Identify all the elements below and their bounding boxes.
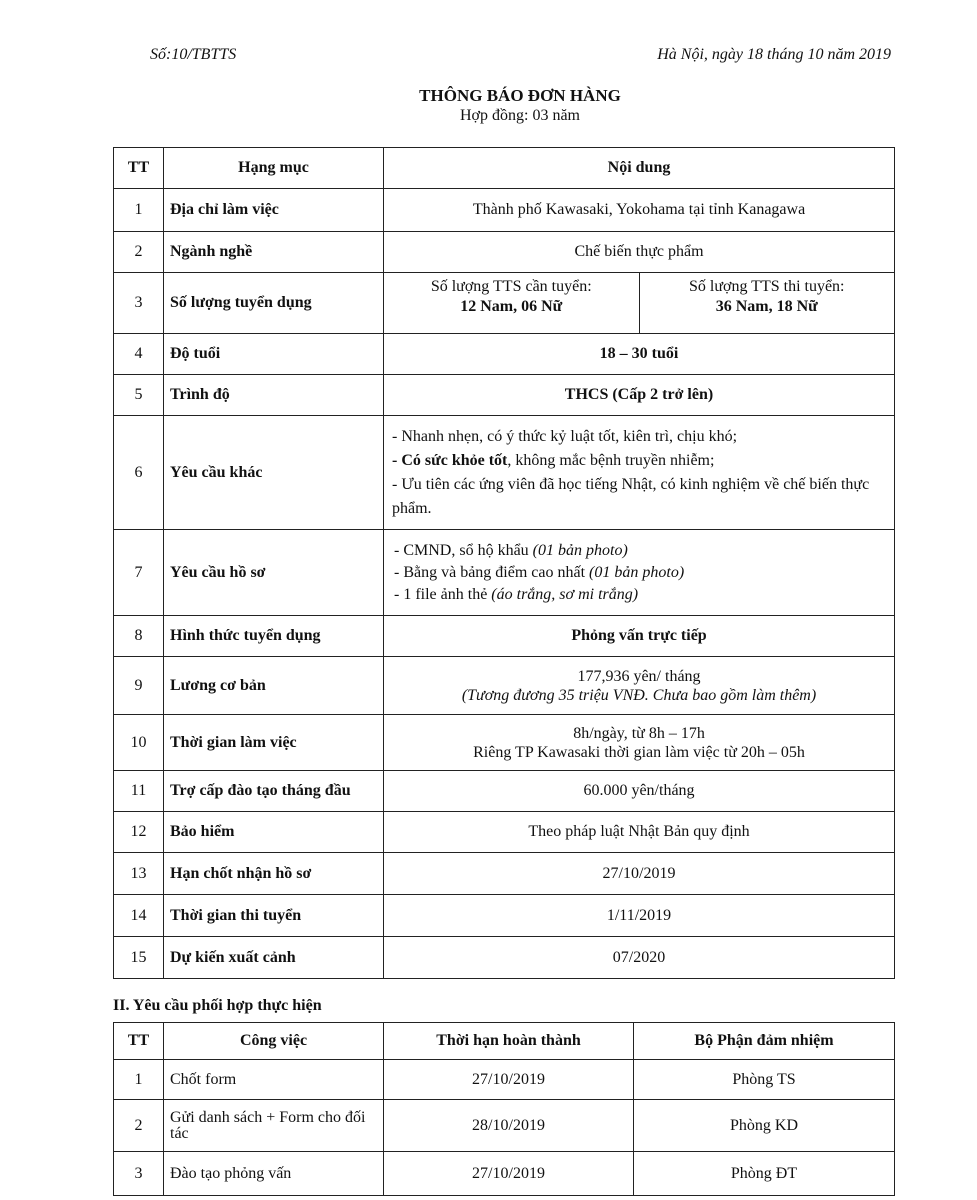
working-hours: 8h/ngày, từ 8h – 17h	[573, 724, 705, 742]
table-header-row	[114, 148, 895, 189]
header-tt: TT	[114, 148, 164, 189]
row-content: THCS (Cấp 2 trở lên)	[384, 375, 895, 416]
document-title: THÔNG BÁO ĐƠN HÀNG	[419, 86, 621, 105]
table-row	[114, 715, 895, 771]
quota-exam-label: Số lượng TTS thi tuyển:	[688, 278, 845, 295]
header-category: Hạng mục	[164, 148, 384, 189]
row-content: 27/10/2019	[384, 853, 895, 895]
table-row	[114, 416, 895, 530]
row-number: 6	[114, 416, 164, 530]
row-number: 14	[114, 895, 164, 937]
row-content: 60.000 yên/tháng	[384, 771, 895, 812]
row-task: Chốt form	[164, 1060, 384, 1100]
row-category: Yêu cầu hồ sơ	[164, 530, 384, 616]
table-row	[114, 375, 895, 416]
row-number: 12	[114, 812, 164, 853]
requirement-rest: , không mắc bệnh truyền nhiễm;	[507, 451, 715, 469]
salary-amount: 177,936 yên/ tháng	[577, 667, 701, 685]
row-number: 7	[114, 530, 164, 616]
salary-note: (Tương đương 35 triệu VNĐ. Chưa bao gồm làm thêm)	[461, 686, 817, 704]
table-row	[114, 616, 895, 657]
document-number: Số:10/TBTTS	[150, 46, 237, 63]
row-category: Ngành nghề	[164, 232, 384, 273]
row-task: Gửi danh sách + Form cho đối tác	[164, 1100, 384, 1152]
row-number: 3	[114, 1152, 164, 1196]
row-number: 3	[114, 273, 164, 334]
quota-needed-label: Số lượng TTS cần tuyển:	[430, 278, 592, 295]
row-category: Thời gian làm việc	[164, 715, 384, 771]
row-number: 2	[114, 1100, 164, 1152]
row-task: Đào tạo phỏng vấn	[164, 1152, 384, 1196]
doc-item-text: - Bằng và bảng điểm cao nhất	[394, 563, 590, 581]
header-tt: TT	[114, 1023, 164, 1060]
table-row	[114, 937, 895, 979]
table-row	[114, 273, 895, 334]
table-row	[114, 334, 895, 375]
doc-item-text: - 1 file ảnh thẻ	[394, 585, 492, 603]
table-row	[114, 530, 895, 616]
row-number: 13	[114, 853, 164, 895]
row-category: Dự kiến xuất cảnh	[164, 937, 384, 979]
table-row	[114, 1152, 895, 1196]
quota-exam	[640, 273, 895, 333]
row-number: 15	[114, 937, 164, 979]
working-hours-cell	[384, 715, 895, 771]
quota-needed	[384, 273, 640, 333]
row-content: 07/2020	[384, 937, 895, 979]
table-row	[114, 771, 895, 812]
row-number: 11	[114, 771, 164, 812]
row-content: 1/11/2019	[384, 895, 895, 937]
row-category: Bảo hiểm	[164, 812, 384, 853]
row-category: Hình thức tuyển dụng	[164, 616, 384, 657]
row-number: 1	[114, 1060, 164, 1100]
requirement-line	[392, 449, 886, 473]
doc-item-note: (áo trắng, sơ mi trắng)	[491, 585, 639, 603]
table-row	[114, 812, 895, 853]
doc-item-note: (01 bản photo)	[589, 563, 685, 581]
row-department: Phòng TS	[634, 1060, 895, 1100]
row-department: Phòng ĐT	[634, 1152, 895, 1196]
row-category: Hạn chốt nhận hồ sơ	[164, 853, 384, 895]
doc-item	[394, 540, 884, 562]
table-row	[114, 657, 895, 715]
table-row	[114, 232, 895, 273]
table-row	[114, 853, 895, 895]
header-content: Nội dung	[384, 148, 895, 189]
table-row	[114, 895, 895, 937]
row-number: 1	[114, 189, 164, 232]
row-deadline: 27/10/2019	[384, 1060, 634, 1100]
row-department: Phòng KD	[634, 1100, 895, 1152]
document-requirements	[384, 530, 895, 616]
row-content: 18 – 30 tuổi	[384, 334, 895, 375]
doc-item	[394, 562, 884, 584]
row-number: 10	[114, 715, 164, 771]
coordination-table	[113, 1022, 895, 1196]
row-category: Địa chỉ làm việc	[164, 189, 384, 232]
row-category: Trợ cấp đào tạo tháng đầu	[164, 771, 384, 812]
doc-item-note: (01 bản photo)	[532, 541, 628, 559]
row-number: 9	[114, 657, 164, 715]
row-number: 2	[114, 232, 164, 273]
row-number: 5	[114, 375, 164, 416]
quota-needed-value: 12 Nam, 06 Nữ	[460, 298, 563, 315]
row-category: Thời gian thi tuyển	[164, 895, 384, 937]
quota-exam-value: 36 Nam, 18 Nữ	[715, 298, 818, 315]
header-task: Công việc	[164, 1023, 384, 1060]
row-number: 4	[114, 334, 164, 375]
order-details-table	[113, 147, 895, 979]
table-row	[114, 189, 895, 232]
salary-cell	[384, 657, 895, 715]
row-category: Lương cơ bản	[164, 657, 384, 715]
row-category: Yêu cầu khác	[164, 416, 384, 530]
other-requirements	[384, 416, 895, 530]
header-deadline: Thời hạn hoàn thành	[384, 1023, 634, 1060]
row-number: 8	[114, 616, 164, 657]
quota-cell	[384, 273, 895, 334]
row-category: Trình độ	[164, 375, 384, 416]
table-header-row	[114, 1023, 895, 1060]
requirement-line: - Ưu tiên các ứng viên đã học tiếng Nhật, có kinh nghiệm về chế biến thực phẩm.	[392, 475, 870, 517]
row-content: Phỏng vấn trực tiếp	[384, 616, 895, 657]
doc-item-text: - CMND, sổ hộ khẩu	[394, 541, 533, 559]
header-department: Bộ Phận đảm nhiệm	[634, 1023, 895, 1060]
row-content: Theo pháp luật Nhật Bản quy định	[384, 812, 895, 853]
row-content: Thành phố Kawasaki, Yokohama tại tỉnh Kanagawa	[384, 189, 895, 232]
table-row	[114, 1100, 895, 1152]
row-deadline: 28/10/2019	[384, 1100, 634, 1152]
requirement-bold: - Có sức khỏe tốt	[392, 451, 508, 469]
section-2-title: II. Yêu cầu phối hợp thực hiện	[113, 997, 322, 1014]
place-date: Hà Nội, ngày 18 tháng 10 năm 2019	[657, 46, 891, 63]
row-category: Độ tuổi	[164, 334, 384, 375]
working-hours-note: Riêng TP Kawasaki thời gian làm việc từ 20h – 05h	[473, 743, 805, 761]
requirement-line: - Nhanh nhẹn, có ý thức kỷ luật tốt, kiên trì, chịu khó;	[392, 427, 738, 445]
row-category: Số lượng tuyển dụng	[164, 273, 384, 334]
table-row	[114, 1060, 895, 1100]
document-subtitle: Hợp đồng: 03 năm	[459, 107, 580, 124]
row-deadline: 27/10/2019	[384, 1152, 634, 1196]
doc-item	[394, 584, 884, 606]
row-content: Chế biến thực phẩm	[384, 232, 895, 273]
